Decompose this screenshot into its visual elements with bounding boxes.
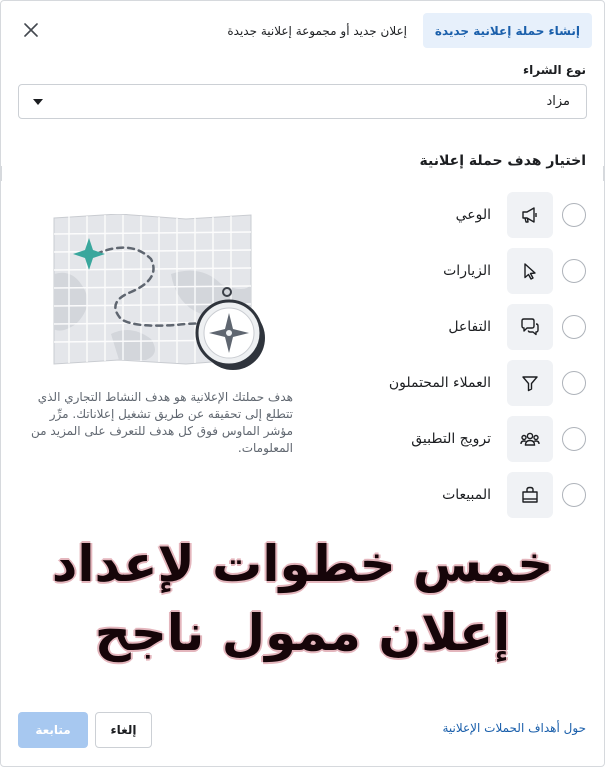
objective-awareness[interactable] [356,192,586,238]
chevron-down-icon [33,99,43,105]
background-divider [1,166,2,181]
chat-bubbles-icon [507,304,553,350]
objective-app-promotion[interactable] [356,416,586,462]
shopping-bag-icon [507,472,553,518]
about-objectives-link[interactable]: حول أهداف الحملات الإعلانية [442,721,586,735]
objective-label: العملاء المحتملون [388,375,491,391]
objective-engagement[interactable] [356,304,586,350]
radio-button[interactable] [562,483,586,507]
megaphone-icon [507,192,553,238]
background-divider [603,166,604,181]
map-compass-illustration [51,214,266,384]
dialog-header [1,1,604,59]
radio-button[interactable] [562,315,586,339]
objective-label: الزيارات [443,263,491,279]
close-icon [24,23,38,37]
filter-funnel-icon [507,360,553,406]
people-group-icon [507,416,553,462]
tab-new-ad-or-adset[interactable]: إعلان جديد أو مجموعة إعلانية جديدة [227,23,407,38]
objective-description: هدف حملتك الإعلانية هو هدف النشاط التجاري الذي تتطلع إلى تحقيقه عن طريق تشغيل إعلاناتك. مرِّر مؤشر الماوس فوق كل هدف للتعرف على المزيد من المعلومات. [31,390,293,455]
objective-label: الوعي [455,207,491,223]
objective-label: المبيعات [442,487,491,503]
objective-traffic[interactable] [356,248,586,294]
buying-type-select[interactable] [18,84,587,119]
objective-label: التفاعل [448,319,491,335]
close-button[interactable] [21,20,41,40]
objective-label: ترويج التطبيق [411,431,491,447]
radio-button[interactable] [562,371,586,395]
continue-button[interactable]: متابعة [18,712,88,748]
radio-button[interactable] [562,427,586,451]
overlay-headline-line-2: إعلان ممول ناجح [94,604,511,662]
tab-create-new-campaign[interactable]: إنشاء حملة إعلانية جديدة [423,13,592,48]
objective-section-title: اختيار هدف حملة إعلانية [419,153,586,169]
buying-type-label: نوع الشراء [523,63,586,77]
cancel-button[interactable]: إلغاء [95,712,152,748]
radio-button[interactable] [562,203,586,227]
cursor-icon [507,248,553,294]
radio-button[interactable] [562,259,586,283]
overlay-headline-line-1: خمس خطوات لإعداد [51,535,554,593]
objective-leads[interactable] [356,360,586,406]
buying-type-value: مزاد [546,94,570,109]
objective-sales[interactable] [356,472,586,518]
